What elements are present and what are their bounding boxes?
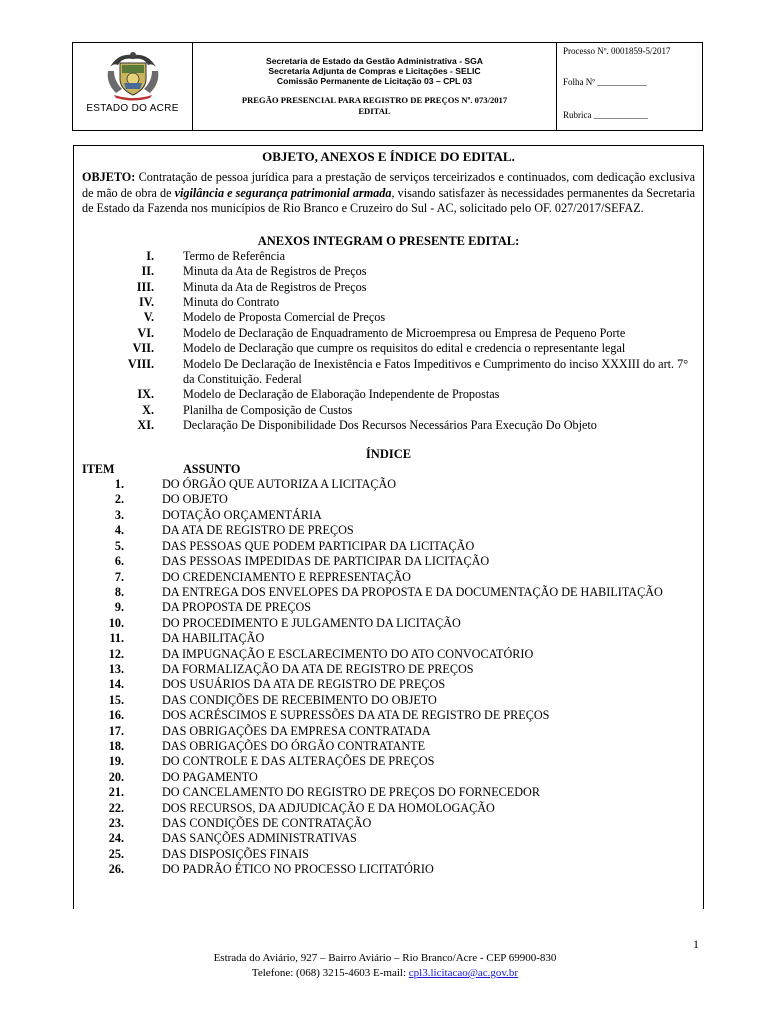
indice-text: DO PAGAMENTO (162, 769, 258, 784)
indice-list (74, 477, 703, 878)
header-center (193, 43, 557, 130)
indice-number: 7. (114, 569, 124, 584)
anexo-text: Modelo De Declaração de Inexistência e Fatos Impeditivos e Cumprimento do inciso XXXIII do art. 7° da Constituição. Federal (183, 356, 689, 387)
anexo-number: V. (143, 310, 154, 325)
indice-number: 18. (108, 738, 124, 753)
indice-number: 2. (114, 492, 124, 507)
anexo-number: IX. (137, 387, 154, 402)
indice-item (74, 724, 703, 739)
indice-item (74, 739, 703, 754)
indice-item (74, 785, 703, 800)
document-header (72, 42, 703, 131)
indice-item (74, 862, 703, 877)
main-content (73, 145, 704, 909)
anexo-text: Modelo de Proposta Comercial de Preços (183, 310, 386, 325)
anexo-number: III. (136, 279, 154, 294)
indice-text: DOTAÇÃO ORÇAMENTÁRIA (162, 507, 322, 522)
indice-item (74, 816, 703, 831)
indice-item (74, 754, 703, 769)
objeto-paragraph (74, 170, 703, 217)
indice-number: 21. (108, 785, 124, 800)
anexo-item (74, 357, 703, 388)
indice-text: DO PROCEDIMENTO E JULGAMENTO DA LICITAÇÃO (162, 615, 461, 630)
rubrica-field: Rubrica ____________ (563, 110, 648, 120)
indice-item (74, 477, 703, 492)
anexo-item (74, 341, 703, 356)
indice-text: DAS PESSOAS IMPEDIDAS DE PARTICIPAR DA LICITAÇÃO (162, 554, 490, 569)
header-line-3: Comissão Permanente de Licitação 03 – CPL 03 (276, 76, 473, 86)
indice-text: DA PROPOSTA DE PREÇOS (162, 600, 312, 615)
indice-number: 9. (114, 600, 124, 615)
footer-address: Estrada do Aviário, 927 – Bairro Aviário – Rio Branco/Acre - CEP 69900-830 (213, 952, 557, 964)
objeto-emphasis: vigilância e segurança patrimonial armada (174, 185, 392, 200)
anexos-title: ANEXOS INTEGRAM O PRESENTE EDITAL: (257, 233, 520, 248)
indice-item (74, 523, 703, 538)
indice-text: DO CANCELAMENTO DO REGISTRO DE PREÇOS DO FORNECEDOR (162, 785, 540, 800)
anexo-text: Minuta da Ata de Registros de Preços (183, 279, 367, 294)
header-line-4: PREGÃO PRESENCIAL PARA REGISTRO DE PREÇOS Nº. 073/2017 (241, 95, 508, 105)
indice-item (74, 708, 703, 723)
processo-number: Processo Nº. 0001859-5/2017 (563, 46, 671, 56)
page-footer (0, 951, 770, 981)
indice-number: 16. (108, 708, 124, 723)
indice-item (74, 539, 703, 554)
indice-number: 13. (108, 661, 124, 676)
indice-text: DO PADRÃO ÉTICO NO PROCESSO LICITATÓRIO (162, 862, 434, 877)
anexo-text: Termo de Referência (183, 248, 286, 263)
anexo-item (74, 280, 703, 295)
indice-number: 8. (114, 584, 124, 599)
footer-contact (0, 966, 770, 981)
indice-number: 5. (114, 538, 124, 553)
anexo-text: Planilha de Composição de Custos (183, 402, 353, 417)
objeto-label: OBJETO: (82, 170, 136, 184)
indice-number: 26. (108, 862, 124, 877)
indice-text: DAS SANÇÕES ADMINISTRATIVAS (162, 831, 357, 846)
indice-text: DA IMPUGNAÇÃO E ESCLARECIMENTO DO ATO CONVOCATÓRIO (162, 646, 534, 661)
indice-item (74, 508, 703, 523)
indice-item (74, 647, 703, 662)
indice-item (74, 570, 703, 585)
anexo-number: I. (146, 248, 154, 263)
anexo-number: X. (142, 402, 154, 417)
indice-text: DA ENTREGA DOS ENVELOPES DA PROPOSTA E DA DOCUMENTAÇÃO DE HABILITAÇÃO (162, 584, 663, 599)
indice-number: 11. (109, 631, 124, 646)
indice-number: 3. (114, 507, 124, 522)
indice-number: 14. (108, 677, 124, 692)
anexo-item (74, 249, 703, 264)
indice-number: 20. (108, 769, 124, 784)
section-title: OBJETO, ANEXOS E ÍNDICE DO EDITAL. (262, 149, 515, 164)
indice-number: 22. (108, 800, 124, 815)
anexo-number: VIII. (127, 356, 154, 371)
anexo-number: II. (141, 264, 154, 279)
indice-text: DO CONTROLE E DAS ALTERAÇÕES DE PREÇOS (162, 754, 435, 769)
page-number: 1 (693, 937, 699, 951)
indice-text: DO OBJETO (162, 492, 228, 507)
anexo-item (74, 310, 703, 325)
indice-text: DA FORMALIZAÇÃO DA ATA DE REGISTRO DE PREÇOS (162, 661, 474, 676)
anexos-list (74, 249, 703, 434)
anexo-text: Declaração De Disponibilidade Dos Recursos Necessários Para Execução Do Objeto (183, 418, 597, 433)
item-header: ITEM (82, 461, 115, 476)
indice-number: 15. (108, 692, 124, 707)
indice-item (74, 616, 703, 631)
indice-item (74, 662, 703, 677)
indice-text: DA HABILITAÇÃO (162, 631, 265, 646)
header-right (557, 43, 702, 130)
indice-item (74, 693, 703, 708)
indice-item (74, 801, 703, 816)
anexo-item (74, 387, 703, 402)
indice-text: DAS OBRIGAÇÕES DO ÓRGÃO CONTRATANTE (162, 738, 426, 753)
anexo-text: Modelo de Declaração de Elaboração Independente de Propostas (183, 387, 500, 402)
indice-number: 25. (108, 846, 124, 861)
anexo-item (74, 403, 703, 418)
indice-item (74, 492, 703, 507)
indice-number: 19. (108, 754, 124, 769)
indice-item (74, 847, 703, 862)
indice-item (74, 631, 703, 646)
indice-text: DA ATA DE REGISTRO DE PREÇOS (162, 523, 354, 538)
indice-number: 17. (108, 723, 124, 738)
indice-number: 4. (114, 523, 124, 538)
indice-text: DOS USUÁRIOS DA ATA DE REGISTRO DE PREÇOS (162, 677, 446, 692)
indice-text: DO CREDENCIAMENTO E REPRESENTAÇÃO (162, 569, 411, 584)
anexo-item (74, 418, 703, 433)
state-coat-of-arms-icon (104, 49, 162, 101)
anexo-item (74, 326, 703, 341)
header-line-1: Secretaria de Estado da Gestão Administrativa - SGA (266, 56, 483, 66)
anexo-number: IV. (138, 295, 154, 309)
footer-phone: Telefone: (068) 3215-4603 E-mail: (251, 967, 409, 979)
indice-item (74, 831, 703, 846)
anexo-item (74, 264, 703, 279)
indice-number: 10. (108, 615, 124, 630)
anexo-text: Modelo de Declaração que cumpre os requisitos do edital e credencia o representante legal (183, 341, 626, 356)
footer-email-link[interactable]: cpl3.licitacao@ac.gov.br (408, 967, 519, 979)
anexo-number: VI. (137, 325, 154, 340)
indice-item (74, 554, 703, 569)
logo-text: ESTADO DO ACRE (86, 103, 179, 114)
indice-number: 24. (108, 831, 124, 846)
anexo-text: Modelo de Declaração de Enquadramento de Microempresa ou Empresa de Pequeno Porte (183, 325, 626, 340)
assunto-header: ASSUNTO (183, 461, 241, 476)
indice-item (74, 677, 703, 692)
indice-number: 1. (114, 477, 124, 492)
header-line-2: Secretaria Adjunta de Compras e Licitações - SELIC (268, 66, 481, 76)
anexo-text: Minuta do Contrato (183, 295, 280, 309)
indice-title: ÍNDICE (365, 446, 412, 461)
indice-text: DOS ACRÉSCIMOS E SUPRESSÕES DA ATA DE REGISTRO DE PREÇOS (162, 708, 550, 723)
indice-item (74, 600, 703, 615)
indice-number: 12. (108, 646, 124, 661)
folha-field: Folha Nº ___________ (563, 77, 647, 87)
objeto-text-1: Contratação de pessoa jurídica para a prestação de serviços terceirizados e continuados, com dedicação exclusiva de mão de obra de (82, 170, 695, 200)
objeto-text-2: , visando satisfazer às necessidades permanentes da Secretaria de Estado da Fazenda nos municípios de Rio Branco e Cruzeiro do Sul - AC, solicitado pelo OF. 027/2017/SEFAZ. (82, 185, 695, 216)
indice-item (74, 585, 703, 600)
indice-header (74, 462, 703, 477)
indice-text: DAS CONDIÇÕES DE RECEBIMENTO DO OBJETO (162, 692, 437, 707)
indice-text: DOS RECURSOS, DA ADJUDICAÇÃO E DA HOMOLOGAÇÃO (162, 800, 495, 815)
indice-text: DAS PESSOAS QUE PODEM PARTICIPAR DA LICITAÇÃO (162, 538, 475, 553)
indice-text: DAS OBRIGAÇÕES DA EMPRESA CONTRATADA (162, 723, 431, 738)
anexo-number: XI. (137, 418, 154, 433)
anexo-text: Minuta da Ata de Registros de Preços (183, 264, 367, 279)
header-line-5: EDITAL (358, 106, 391, 116)
indice-number: 6. (114, 554, 124, 569)
indice-item (74, 770, 703, 785)
indice-number: 23. (108, 816, 124, 830)
indice-text: DAS DISPOSIÇÕES FINAIS (162, 846, 309, 861)
anexo-item (74, 295, 703, 310)
logo-cell (73, 43, 193, 130)
anexo-number: VII. (132, 341, 154, 356)
indice-text: DO ÓRGÃO QUE AUTORIZA A LICITAÇÃO (162, 477, 397, 492)
indice-text: DAS CONDIÇÕES DE CONTRATAÇÃO (162, 816, 372, 830)
